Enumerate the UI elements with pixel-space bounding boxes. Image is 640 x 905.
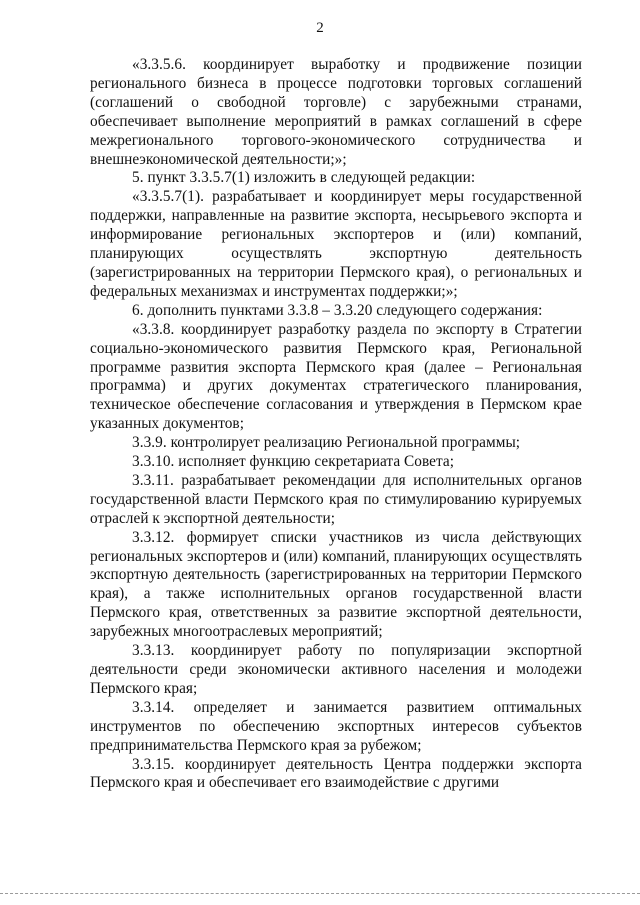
paragraph-3-3-5-6: «3.3.5.6. координирует выработку и продвижение позиции регионального бизнеса в процессе подготовки торговых соглашений (соглашений о свободной торговле) с зарубежными странами, обеспечивает выполнение мероприятий в рамках соглашений в сфере межрегионального торгового-экономического сотрудничества и внешнеэкономической деятельности;»; [90, 56, 582, 168]
paragraph-3-3-11: 3.3.11. разрабатывает рекомендации для исполнительных органов государственной власти Пермского края по стимулированию курируемых отраслей к экспортной деятельности; [90, 471, 582, 527]
paragraph-amendment-6: 6. дополнить пунктами 3.3.8 – 3.3.20 следующего содержания: [132, 301, 543, 319]
page-bottom-divider [0, 893, 640, 894]
paragraph-3-3-12: 3.3.12. формирует списки участников из числа действующих региональных экспортеров и (или) компаний, планирующих осуществлять экспортную деятельность (зарегистрированных на территории Пермского края), а также исполнительных органов государственной власти Пермского края, ответственных за развитие экспортной деятельности, зарубежных многоотраслевых мероприятий; [90, 528, 582, 641]
paragraph-3-3-10: 3.3.10. исполняет функцию секретариата Совета; [132, 453, 455, 471]
paragraph-3-3-13: 3.3.13. координирует работу по популяризации экспортной деятельности среди экономически активного населения и молодежи Пермского края; [90, 642, 582, 697]
paragraph-3-3-5-7-1: «3.3.5.7(1). разрабатывает и координирует меры государственной поддержки, направленные на развитие экспорта, несырьевого экспорта и информирование региональных экспортеров и (или) компаний, планирующих осуществлять экспортную деятельность (зарегистрированных на территории Пермского края), о региональных и федеральных механизмах и инструментах поддержки;»; [90, 188, 582, 300]
paragraph-3-3-14: 3.3.14. определяет и занимается развитием оптимальных инструментов по обеспечению экспортных интересов субъектов предпринимательства Пермского края за рубежом; [90, 698, 582, 754]
paragraph-3-3-15: 3.3.15. координирует деятельность Центра поддержки экспорта Пермского края и обеспечивает его взаимодействие с другими [90, 755, 582, 792]
paragraph-amendment-5: 5. пункт 3.3.5.7(1) изложить в следующей редакции: [132, 169, 476, 187]
paragraph-3-3-8: «3.3.8. координирует разработку раздела по экспорту в Стратегии социально-экономического развития Пермского края, Региональной программе развития экспорта Пермского края (далее – Региональная программа) и других документах стратегического планирования, техническое обеспечение согласования и утверждения в Пермском крае указанных документов; [90, 320, 582, 433]
page-number: 2 [316, 20, 324, 36]
paragraph-3-3-9: 3.3.9. контролирует реализацию Региональной программы; [132, 434, 521, 452]
document-body [90, 56, 582, 793]
